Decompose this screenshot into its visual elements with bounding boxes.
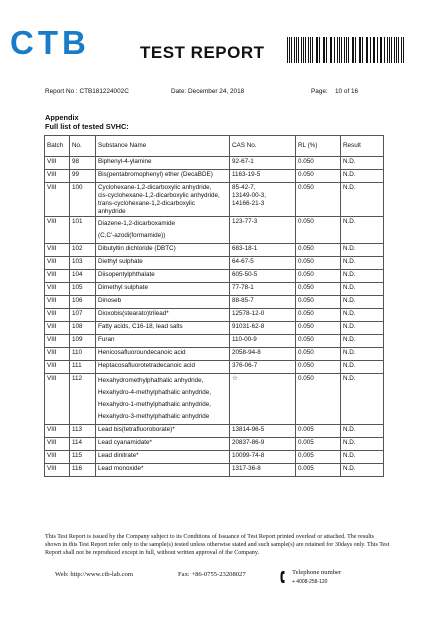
substance-name-line: cis-cyclohexane-1,2-dicarboxylic anhydride,: [98, 191, 220, 199]
substance-name-line: Henicosafluoroundecanoic acid: [98, 349, 186, 357]
table-row: [45, 309, 384, 322]
table-row: [45, 450, 384, 463]
cell-result: N.D.: [341, 450, 384, 463]
cell-substance-name: [96, 157, 230, 170]
cas-number-line: 1317-36-8: [232, 464, 261, 472]
cas-number-line: 1163-19-5: [232, 171, 261, 178]
fax-number: Fax: +86-0755-23208027: [178, 571, 246, 578]
substance-name-line: Cyclohexane-1,2-dicarboxylic anhydride,: [98, 184, 212, 191]
cas-number-line: 13149-00-3,: [232, 191, 266, 199]
cell-substance-name: [96, 322, 230, 335]
cell-rl: 0.050: [296, 361, 341, 374]
cell-no: 110: [70, 348, 96, 361]
cell-substance-name: [96, 183, 230, 217]
cell-batch: VIII: [45, 157, 70, 170]
cell-cas-no: [230, 217, 296, 244]
report-number: Report No : CTB181224002C: [45, 88, 129, 95]
cell-batch: VIII: [45, 335, 70, 348]
table-row: [45, 361, 384, 374]
cell-rl: 0.050: [296, 183, 341, 217]
cell-rl: 0.050: [296, 257, 341, 270]
cas-number-line: 110-00-9: [232, 336, 257, 344]
cas-number-line: ☆: [232, 375, 238, 383]
table-row: [45, 296, 384, 309]
cell-substance-name: [96, 296, 230, 309]
cell-batch: VIII: [45, 296, 70, 309]
cas-number-line: 85-42-7,: [232, 184, 256, 191]
substance-name-line: Biphenyl-4-ylamine: [98, 158, 152, 165]
cell-result: N.D.: [341, 157, 384, 170]
cell-cas-no: [230, 335, 296, 348]
cell-cas-no: [230, 183, 296, 217]
cell-batch: VIII: [45, 170, 70, 183]
table-row: [45, 374, 384, 424]
cas-number-line: 683-18-1: [232, 245, 258, 253]
cas-number-line: 92-67-1: [232, 158, 254, 165]
cell-batch: VIII: [45, 322, 70, 335]
cell-batch: VIII: [45, 450, 70, 463]
cell-batch: VIII: [45, 348, 70, 361]
cell-result: N.D.: [341, 270, 384, 283]
cell-result: N.D.: [341, 374, 384, 424]
cell-substance-name: [96, 283, 230, 296]
cell-substance-name: [96, 270, 230, 283]
table-row: [45, 335, 384, 348]
cell-cas-no: [230, 322, 296, 335]
cell-result: N.D.: [341, 170, 384, 183]
cell-substance-name: [96, 257, 230, 270]
cell-substance-name: [96, 335, 230, 348]
cell-rl: 0.005: [296, 463, 341, 476]
cell-substance-name: [96, 348, 230, 361]
cas-number-line: 20837-86-9: [232, 438, 265, 446]
web-address: Web: http://www.ctb-lab.com: [55, 571, 133, 578]
page-number: 10 of 16: [335, 88, 359, 95]
cell-batch: VIII: [45, 437, 70, 450]
cell-rl: 0.050: [296, 170, 341, 183]
substance-name-line: Hexahydro-1-methylphathalic anhydride,: [98, 400, 212, 408]
disclaimer-text: This Test Report is issued by the Company subject to its Conditions of Issuance of Test Report printed overleaf or attached. The results shown in this Test Report refer only to the sample(s) tested unless otherwise stated and such sample(s) are retained for 30days only. This Test Report shall not be reproduced except in full, without written approval of the Company.: [45, 534, 390, 556]
cell-cas-no: [230, 424, 296, 437]
svhc-list-heading: Full list of tested SVHC:: [45, 122, 129, 131]
substance-name-line: Hexahydromethylphathalic anhydride,: [98, 377, 204, 385]
table-row: [45, 437, 384, 450]
cas-number-line: 605-50-5: [232, 271, 258, 279]
cell-substance-name: [96, 374, 230, 424]
cell-rl: 0.050: [296, 322, 341, 335]
cell-cas-no: [230, 309, 296, 322]
table-row: [45, 257, 384, 270]
cell-result: N.D.: [341, 361, 384, 374]
cell-no: 111: [70, 361, 96, 374]
table-row: [45, 170, 384, 183]
substance-name-line: Diisopentylphthalate: [98, 271, 155, 279]
cell-substance-name: [96, 170, 230, 183]
table-row: [45, 463, 384, 476]
substance-name-line: Dibutyltin dichloride (DBTC): [98, 245, 176, 253]
cas-number-line: 91031-62-8: [232, 323, 265, 331]
substance-name-line: anhydride: [98, 207, 126, 215]
table-row: [45, 183, 384, 217]
cell-no: 109: [70, 335, 96, 348]
cell-batch: VIII: [45, 374, 70, 424]
cell-substance-name: [96, 244, 230, 257]
substance-name-line: Hexahydro-3-methylphathalic anhydride: [98, 412, 210, 420]
telephone-icon: [280, 570, 290, 584]
cas-number-line: 13814-96-5: [232, 425, 265, 433]
substance-name-line: (C,C'-azodi(formamide)): [98, 232, 166, 240]
cell-result: N.D.: [341, 183, 384, 217]
cell-rl: 0.050: [296, 157, 341, 170]
cell-no: 98: [70, 157, 96, 170]
cell-batch: VIII: [45, 283, 70, 296]
table-row: [45, 157, 384, 170]
cell-batch: VIII: [45, 361, 70, 374]
table-row: [45, 283, 384, 296]
cell-rl: 0.005: [296, 424, 341, 437]
cell-batch: VIII: [45, 309, 70, 322]
header-no: No.: [70, 136, 96, 157]
cell-cas-no: [230, 463, 296, 476]
table-row: [45, 244, 384, 257]
substance-name-line: Dinoseb: [98, 297, 122, 305]
substance-name-line: Diazene-1,2-dicarboxamide: [98, 220, 176, 228]
header-cas-no: CAS No.: [230, 136, 296, 157]
cell-cas-no: [230, 283, 296, 296]
cell-cas-no: [230, 270, 296, 283]
cell-cas-no: [230, 170, 296, 183]
substance-name-line: Dimethyl sulphate: [98, 284, 149, 292]
cas-number-line: 376-06-7: [232, 362, 258, 370]
cell-rl: 0.050: [296, 217, 341, 244]
cell-batch: VIII: [45, 183, 70, 217]
cell-result: N.D.: [341, 348, 384, 361]
cell-cas-no: [230, 296, 296, 309]
cell-no: 104: [70, 270, 96, 283]
cas-number-line: 64-67-5: [232, 258, 254, 266]
cell-result: N.D.: [341, 217, 384, 244]
cas-number-line: 12578-12-0: [232, 310, 265, 318]
cell-batch: VIII: [45, 257, 70, 270]
cell-cas-no: [230, 374, 296, 424]
cell-rl: 0.050: [296, 374, 341, 424]
cell-substance-name: [96, 450, 230, 463]
cell-batch: VIII: [45, 270, 70, 283]
cell-rl: 0.050: [296, 348, 341, 361]
cell-substance-name: [96, 463, 230, 476]
svhc-table: [44, 135, 384, 477]
cell-substance-name: [96, 217, 230, 244]
table-row: [45, 217, 384, 244]
cell-result: N.D.: [341, 322, 384, 335]
substance-name-line: trans-cyclohexane-1,2-dicarboxylic: [98, 199, 195, 207]
cell-result: N.D.: [341, 424, 384, 437]
telephone-number: + 4008-258-120: [292, 579, 328, 585]
cell-rl: 0.005: [296, 437, 341, 450]
cell-cas-no: [230, 244, 296, 257]
table-row: [45, 322, 384, 335]
cell-substance-name: [96, 361, 230, 374]
cell-cas-no: [230, 450, 296, 463]
table-header-row: [45, 136, 384, 157]
appendix-heading: Appendix: [45, 113, 79, 122]
cell-no: 103: [70, 257, 96, 270]
cell-rl: 0.050: [296, 309, 341, 322]
cell-result: N.D.: [341, 309, 384, 322]
cell-result: N.D.: [341, 463, 384, 476]
substance-name-line: Furan: [98, 336, 115, 344]
cell-rl: 0.050: [296, 283, 341, 296]
cell-no: 114: [70, 437, 96, 450]
cas-number-line: 2058-94-8: [232, 349, 261, 357]
table-row: [45, 348, 384, 361]
cell-result: N.D.: [341, 437, 384, 450]
cell-no: 105: [70, 283, 96, 296]
cell-rl: 0.005: [296, 450, 341, 463]
substance-name-line: Lead dinitrate*: [98, 451, 139, 459]
cell-rl: 0.050: [296, 244, 341, 257]
cell-cas-no: [230, 348, 296, 361]
header-batch: Batch: [45, 136, 70, 157]
cas-number-line: 123-77-3: [232, 218, 258, 226]
cell-batch: VIII: [45, 217, 70, 244]
cell-no: 101: [70, 217, 96, 244]
cell-no: 113: [70, 424, 96, 437]
cell-no: 115: [70, 450, 96, 463]
substance-name-line: Diethyl sulphate: [98, 258, 143, 266]
cell-no: 100: [70, 183, 96, 217]
header-result: Result: [341, 136, 384, 157]
cell-result: N.D.: [341, 257, 384, 270]
cell-no: 108: [70, 322, 96, 335]
substance-name-line: Lead bis(tetrafluoroborate)*: [98, 425, 175, 433]
substance-name-line: Lead monoxide*: [98, 464, 144, 472]
header-rl: RL (%): [296, 136, 341, 157]
table-row: [45, 270, 384, 283]
cell-cas-no: [230, 361, 296, 374]
barcode: [287, 37, 405, 63]
cell-no: 107: [70, 309, 96, 322]
cell-no: 102: [70, 244, 96, 257]
cell-substance-name: [96, 424, 230, 437]
cell-cas-no: [230, 157, 296, 170]
substance-name-line: Fatty acids, C16-18, lead salts: [98, 323, 183, 331]
cell-substance-name: [96, 309, 230, 322]
cell-batch: VIII: [45, 463, 70, 476]
cell-no: 112: [70, 374, 96, 424]
cell-rl: 0.050: [296, 335, 341, 348]
cell-substance-name: [96, 437, 230, 450]
cas-number-line: 88-85-7: [232, 297, 254, 305]
cell-batch: VIII: [45, 424, 70, 437]
cas-number-line: 14166-21-3: [232, 199, 265, 207]
cell-cas-no: [230, 257, 296, 270]
report-date: Date: December 24, 2018: [171, 88, 245, 95]
substance-name-line: Heptacosafluorotetradecanoic acid: [98, 362, 195, 370]
cell-no: 99: [70, 170, 96, 183]
cell-result: N.D.: [341, 244, 384, 257]
cas-number-line: 77-78-1: [232, 284, 254, 292]
cell-cas-no: [230, 437, 296, 450]
cell-no: 106: [70, 296, 96, 309]
cell-no: 116: [70, 463, 96, 476]
telephone-label: Telephone number: [292, 569, 342, 576]
cell-result: N.D.: [341, 335, 384, 348]
cell-rl: 0.050: [296, 296, 341, 309]
substance-name-line: Lead cyanamidate*: [98, 438, 152, 446]
substance-name-line: Dioxobis(stearato)trilead*: [98, 310, 169, 318]
report-title: TEST REPORT: [140, 43, 265, 62]
cell-result: N.D.: [341, 296, 384, 309]
cell-result: N.D.: [341, 283, 384, 296]
ctb-logo: CTB: [10, 24, 90, 61]
cell-batch: VIII: [45, 244, 70, 257]
cas-number-line: 10099-74-8: [232, 451, 265, 459]
header-substance-name: Substance Name: [96, 136, 230, 157]
table-row: [45, 424, 384, 437]
page-label: Page:: [311, 88, 328, 95]
substance-name-line: Bis(pentabromophenyl) ether (DecaBDE): [98, 171, 213, 178]
substance-name-line: Hexahydro-4-methylphathalic anhydride,: [98, 389, 212, 397]
cell-rl: 0.050: [296, 270, 341, 283]
